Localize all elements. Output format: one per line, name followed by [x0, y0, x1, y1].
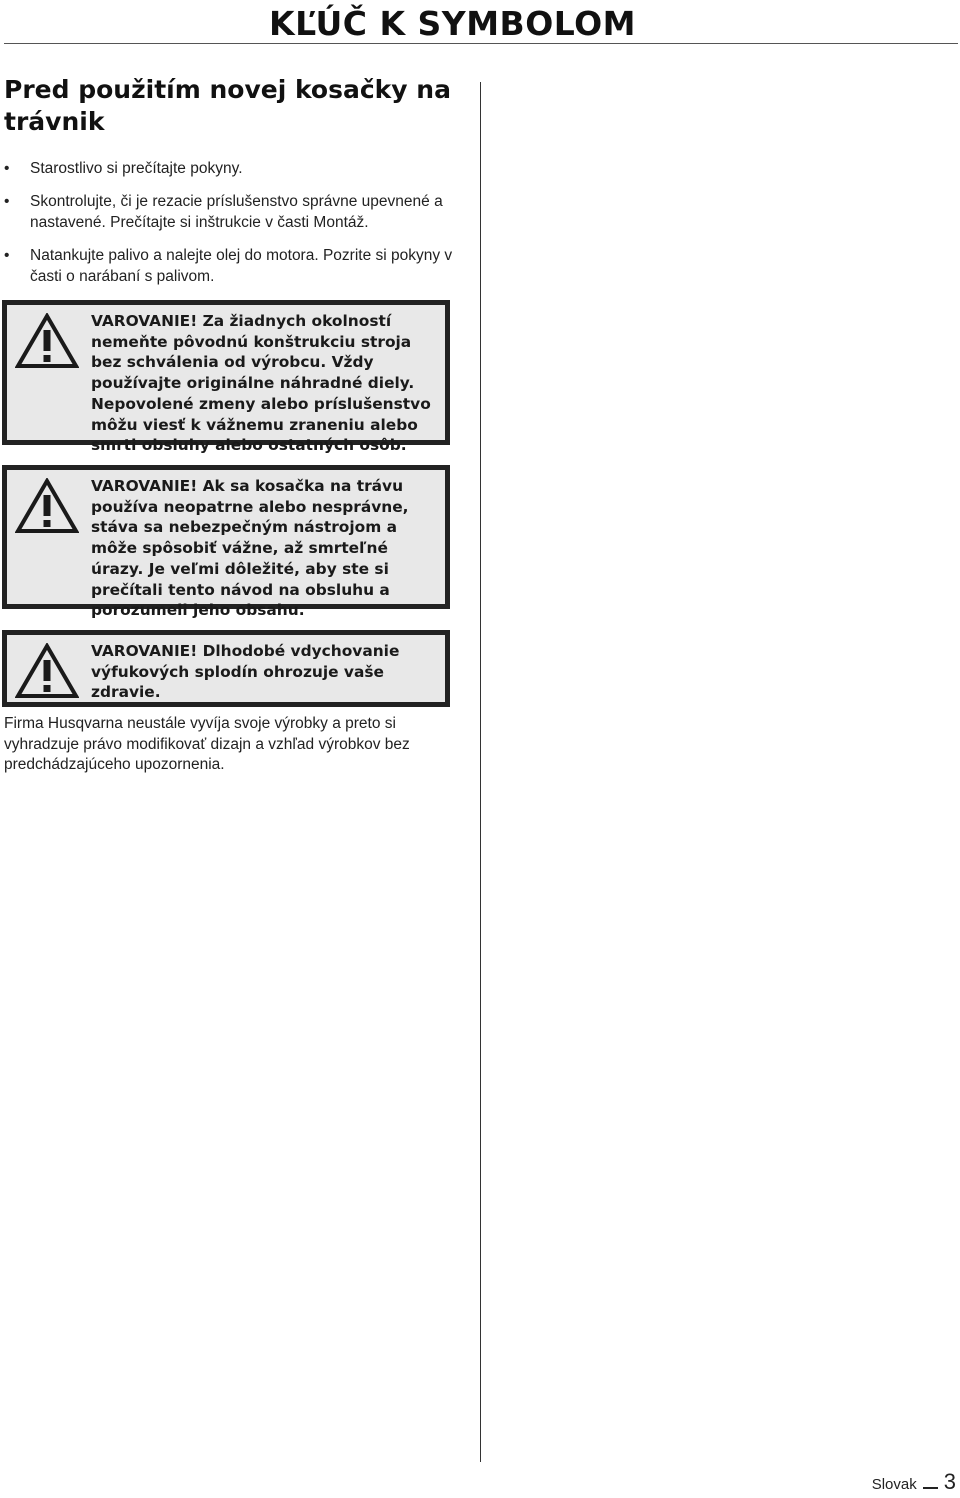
list-item-text: Starostlivo si prečítajte pokyny.: [30, 160, 243, 177]
warning-triangle-icon: [15, 643, 79, 699]
bullet-icon: •: [4, 160, 10, 177]
bullet-icon: •: [4, 247, 10, 264]
list-item-text: Natankujte palivo a nalejte olej do motora. Pozrite si pokyny v časti o narábaní s palivom.: [30, 247, 453, 285]
warning-triangle-icon: [15, 478, 79, 534]
list-item: [4, 191, 462, 233]
warning-box: [2, 630, 450, 707]
section-heading: Pred použitím novej kosačky na trávnik: [4, 75, 451, 136]
page-title: KĽÚČ K SYMBOLOM: [269, 4, 636, 43]
list-item: [4, 245, 462, 287]
warning-text: VAROVANIE! Ak sa kosačka na trávu používa neopatrne alebo nesprávne, stáva sa nebezpečným nástrojom a môže spôsobiť vážne, až smrteľné úrazy. Je veľmi dôležité, aby ste si prečítali tento návod na obsluhu a porozumeli jeho obsahu.: [91, 477, 409, 620]
warning-text: VAROVANIE! Za žiadnych okolností nemeňte pôvodnú konštrukciu stroja bez schválenia od výrobcu. Vždy používajte originálne náhradné diely. Nepovolené zmeny alebo príslušenstvo môžu viesť k vážnemu zraneniu alebo smrti obsluhy alebo ostatných osôb.: [91, 312, 431, 455]
column-divider: [480, 82, 481, 1462]
list-item: [4, 158, 462, 179]
footer-language: Slovak: [871, 1476, 917, 1493]
warning-box: [2, 300, 450, 455]
warning-box: [2, 465, 450, 620]
warning-triangle-icon: [15, 313, 79, 369]
left-column: [4, 74, 462, 299]
disclaimer-note: Firma Husqvarna neustále vyvíja svoje výrobky a preto si vyhradzuje právo modifikovať dizajn a vzhľad výrobkov bez predchádzajúceho upozornenia.: [4, 715, 410, 773]
page-footer: [872, 1469, 956, 1495]
page-number: 3: [943, 1469, 956, 1494]
instruction-list: [4, 158, 462, 287]
list-item-text: Skontrolujte, či je rezacie príslušenstvo správne upevnené a nastavené. Prečítajte si inštrukcie v časti Montáž.: [30, 193, 443, 231]
warning-text: VAROVANIE! Dlhodobé vdychovanie výfukových splodín ohrozuje vaše zdravie.: [91, 642, 400, 702]
header-divider: [4, 43, 958, 44]
footer-dash: [923, 1487, 938, 1489]
bullet-icon: •: [4, 193, 10, 210]
